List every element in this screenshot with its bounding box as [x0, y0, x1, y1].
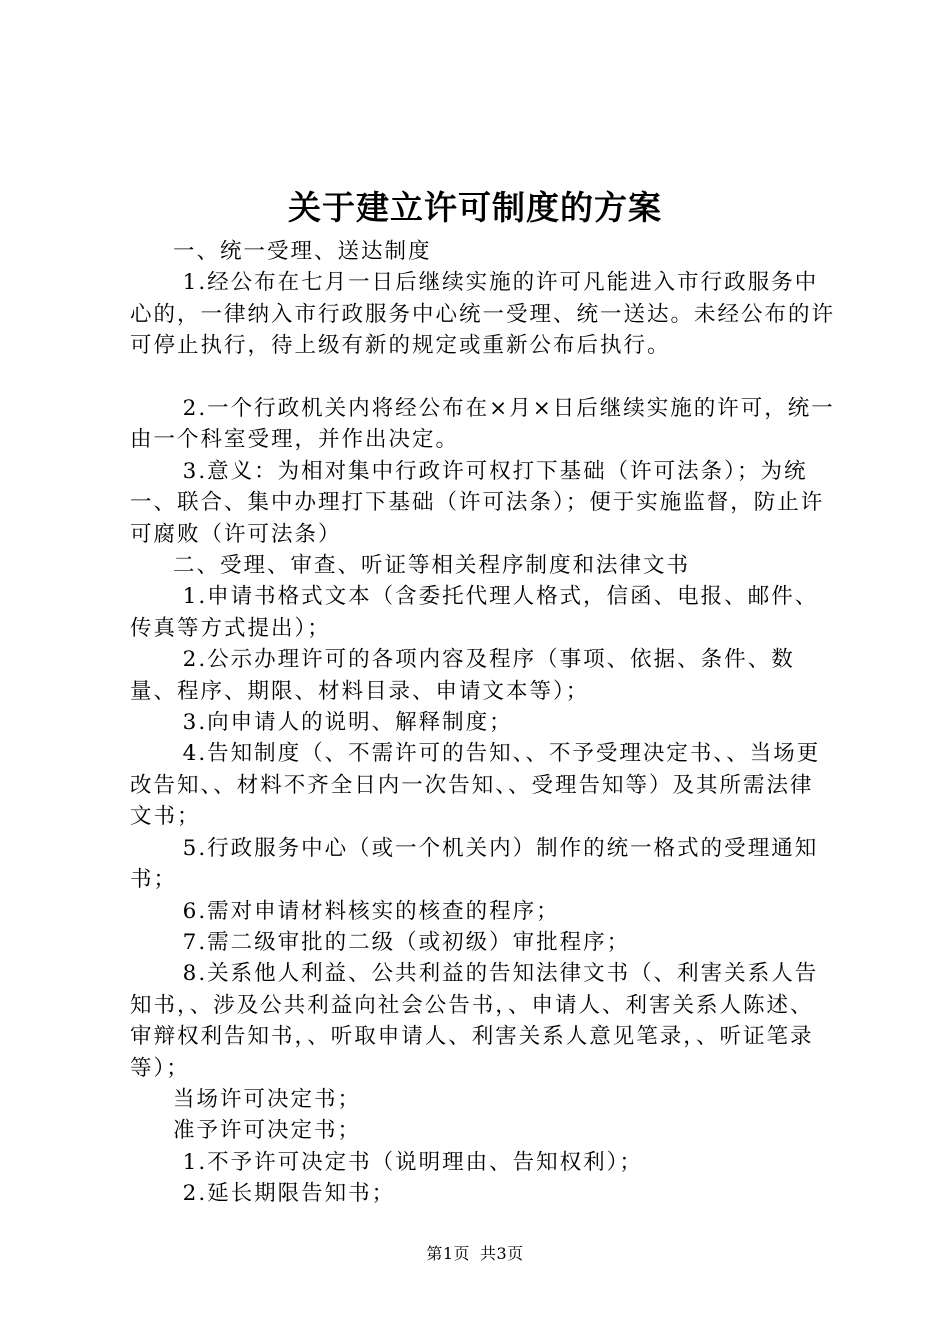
document-body [130, 236, 836, 1210]
paragraph: 1.申请书格式文本（含委托代理人格式，信函、电报、邮件、传真等方式提出）； [130, 584, 819, 641]
page-footer [0, 1242, 950, 1266]
paragraph: 4.告知制度（、不需许可的告知、、不予受理决定书、、当场更改告知、、材料不齐全日内一次告知、、受理告知等）及其所需法律文书； [130, 741, 821, 830]
paragraph: 7.需二级审批的二级（或初级）审批程序； [182, 929, 631, 955]
page-total: 共3页 [480, 1244, 524, 1263]
paragraph: 准予许可决定书； [173, 1118, 362, 1144]
paragraph: 2.延长期限告知书； [182, 1181, 396, 1207]
paragraph: 5.行政服务中心（或一个机关内）制作的统一格式的受理通知书； [130, 835, 819, 893]
paragraph: 3.意义：为相对集中行政许可权打下基础（许可法条）；为统一、联合、集中办理打下基础（许可法条）；便于实施监督，防止许可腐败（许可法条） [130, 458, 825, 547]
paragraph: 二、受理、审查、听证等相关程序制度和法律文书 [173, 553, 691, 579]
paragraph: 8.关系他人利益、公共利益的告知法律文书（、利害关系人告知书，、涉及公共利益向社会公告书，、申请人、利害关系人陈述、审辩权利告知书，、听取申请人、利害关系人意见笔录，、听证笔录等）； [130, 961, 819, 1081]
document-title: 关于建立许可制度的方案 [288, 188, 662, 227]
paragraph: 当场许可决定书； [173, 1086, 362, 1112]
paragraph: 2.一个行政机关内将经公布在×月×日后继续实施的许可，统一由一个科室受理，并作出决定。 [130, 396, 835, 453]
paragraph: 1.经公布在七月一日后继续实施的许可凡能进入市行政服务中心的，一律纳入市行政服务中心统一受理、统一送达。未经公布的许可停止执行，待上级有新的规定或重新公布后执行。 [130, 270, 836, 359]
paragraph: 2.公示办理许可的各项内容及程序（事项、依据、条件、数量、程序、期限、材料目录、申请文本等）； [130, 647, 795, 704]
paragraph: 3.向申请人的说明、解释制度； [182, 710, 513, 736]
paragraph: 一、统一受理、送达制度 [173, 239, 432, 264]
page-number: 第1页 [426, 1244, 470, 1263]
paragraph: 6.需对申请材料核实的核查的程序； [182, 898, 560, 924]
paragraph: 1.不予许可决定书（说明理由、告知权利）； [182, 1149, 643, 1175]
